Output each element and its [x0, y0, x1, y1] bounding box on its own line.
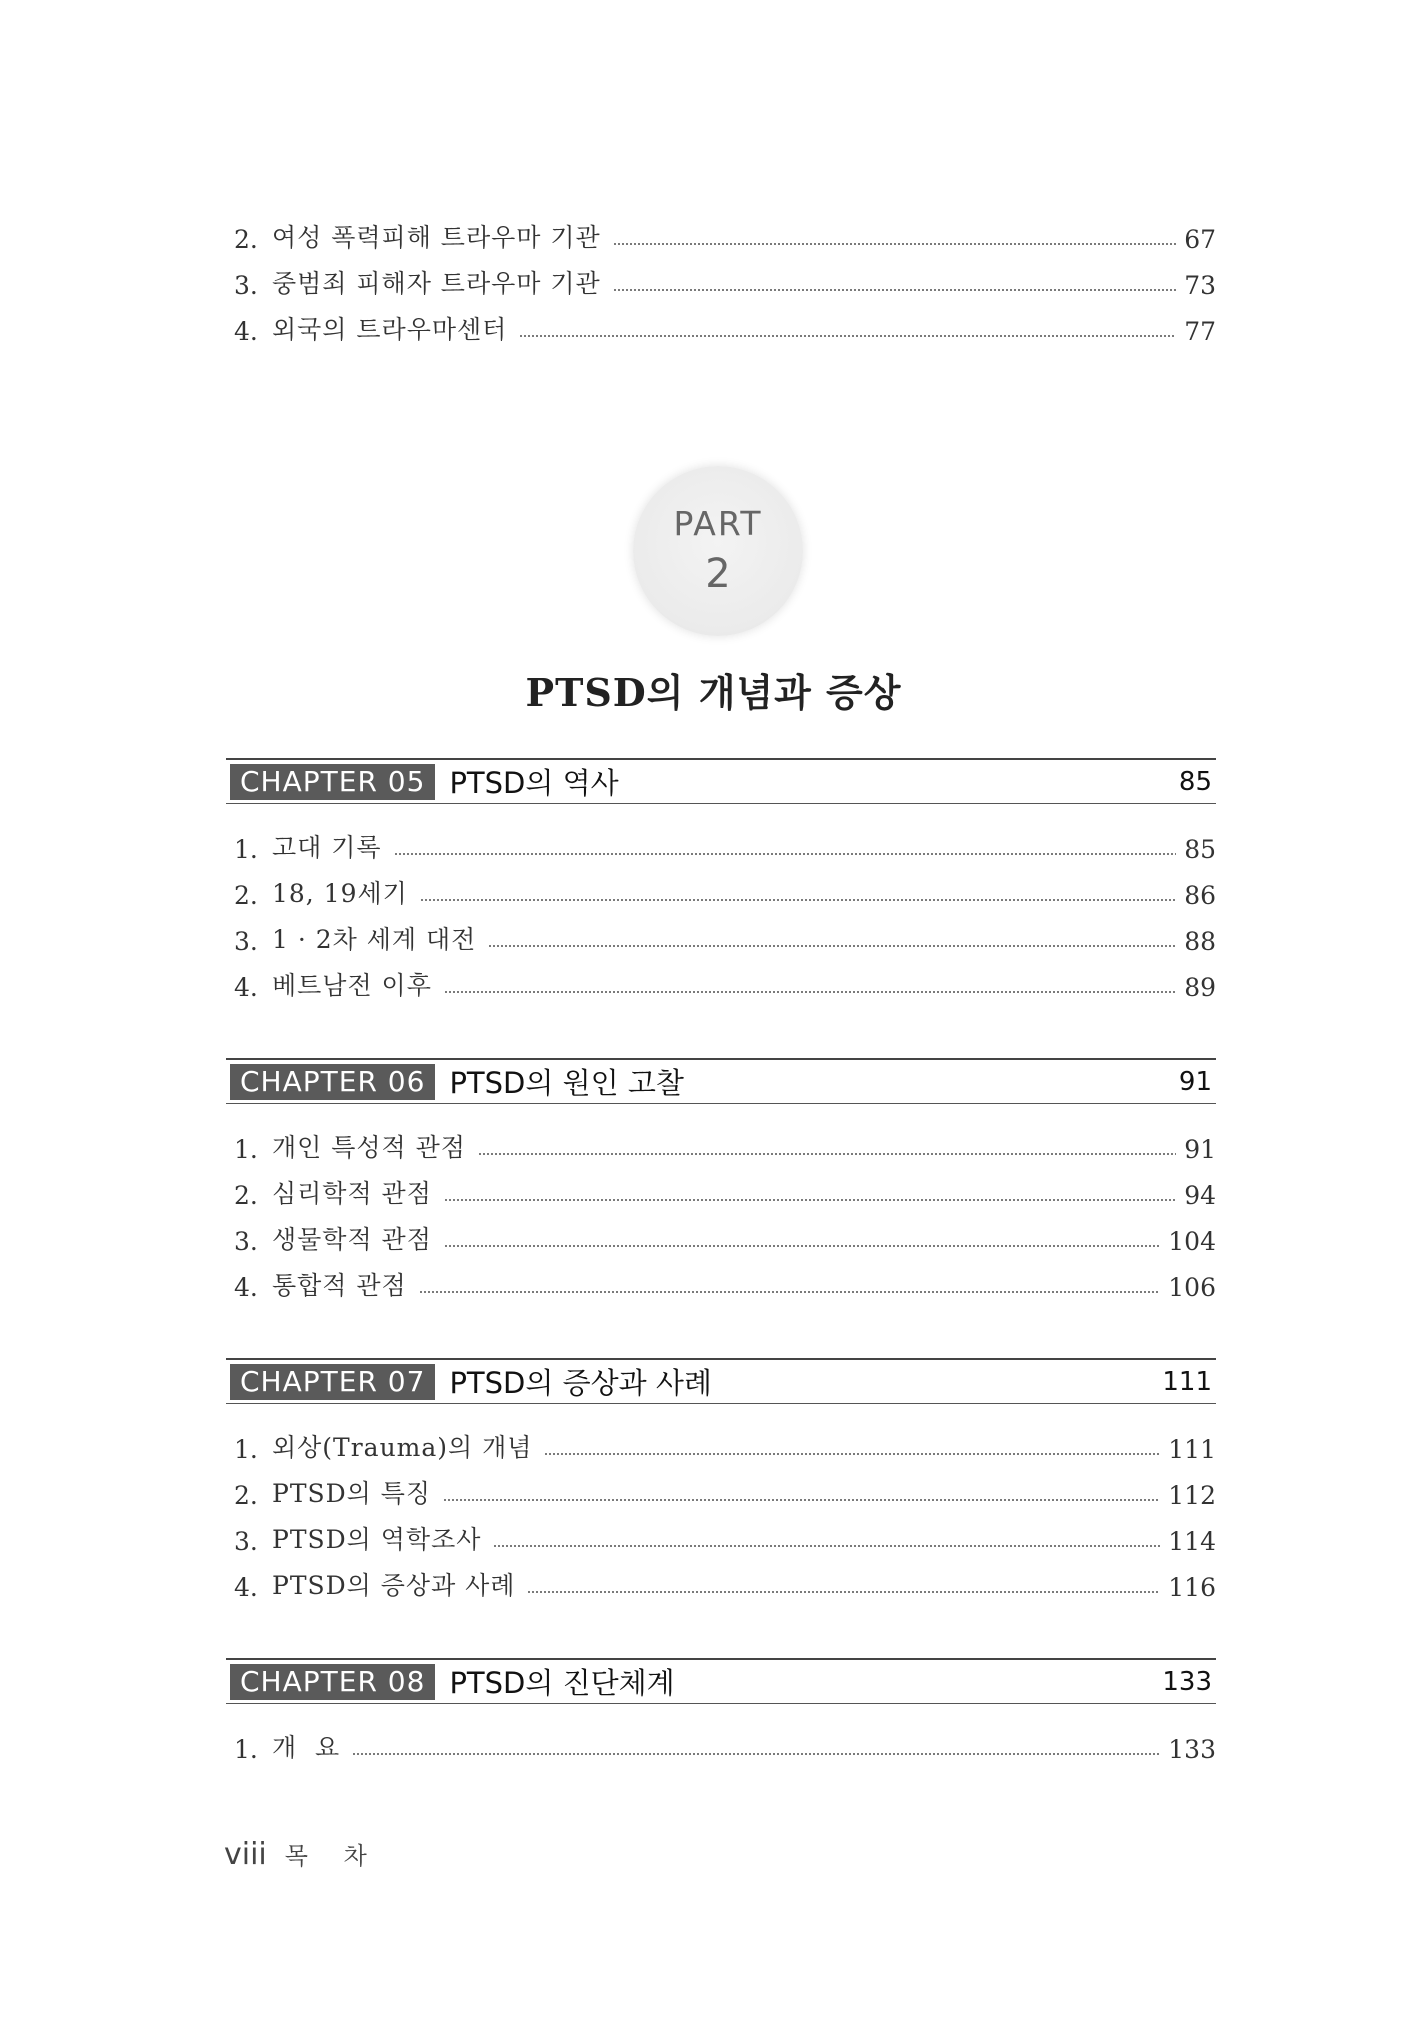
toc-entry[interactable] [234, 264, 1216, 300]
toc-entry[interactable] [234, 1174, 1216, 1210]
part-number: 2 [705, 550, 731, 597]
entry-number: 2. [234, 1181, 258, 1210]
dot-leader [444, 1199, 1176, 1201]
entry-title: 외상(Trauma)의 개념 [272, 1433, 533, 1462]
toc-entry[interactable] [234, 1428, 1216, 1464]
dot-leader [613, 289, 1177, 291]
entry-page: 114 [1168, 1527, 1216, 1556]
entry-page: 91 [1184, 1135, 1216, 1164]
chapter-page: 85 [1178, 766, 1212, 797]
chapter-page: 91 [1178, 1066, 1212, 1097]
toc-entry[interactable] [234, 920, 1216, 956]
entry-title: 베트남전 이후 [272, 971, 432, 1000]
toc-entry[interactable] [234, 1728, 1216, 1764]
dot-leader [488, 945, 1176, 947]
footer-label: 목 차 [284, 1842, 381, 1870]
dot-leader [493, 1545, 1160, 1547]
chapter-page: 133 [1162, 1666, 1212, 1697]
toc-entry[interactable] [234, 828, 1216, 864]
chapter-heading[interactable] [226, 1358, 1216, 1404]
chapter-heading[interactable] [226, 758, 1216, 804]
entry-title: 심리학적 관점 [272, 1179, 432, 1208]
page-footer [224, 1836, 381, 1872]
dot-leader [478, 1153, 1176, 1155]
chapter-number-badge: CHAPTER 07 [230, 1364, 435, 1400]
entry-page: 73 [1184, 271, 1216, 300]
chapter-title: PTSD의 증상과 사례 [449, 1366, 712, 1400]
chapter-title: PTSD의 원인 고찰 [449, 1066, 684, 1100]
entry-number: 1. [234, 1435, 258, 1464]
entry-number: 4. [234, 317, 258, 346]
entry-title: 중범죄 피해자 트라우마 기관 [272, 269, 601, 298]
entry-page: 88 [1184, 927, 1216, 956]
toc-entry[interactable] [234, 218, 1216, 254]
chapter-number-badge: CHAPTER 05 [230, 764, 435, 800]
toc-entry[interactable] [234, 1266, 1216, 1302]
entry-page: 67 [1184, 225, 1216, 254]
entry-page: 89 [1184, 973, 1216, 1002]
entry-page: 133 [1168, 1735, 1216, 1764]
entry-title: PTSD의 특징 [272, 1479, 432, 1508]
toc-entry[interactable] [234, 1220, 1216, 1256]
dot-leader [419, 1291, 1161, 1293]
part-title: PTSD의 개념과 증상 [525, 670, 902, 715]
dot-leader [613, 243, 1177, 245]
entry-title: 고대 기록 [272, 833, 382, 862]
chapter-page: 111 [1162, 1366, 1212, 1397]
entry-page: 86 [1184, 881, 1216, 910]
toc-entry[interactable] [234, 1566, 1216, 1602]
toc-entry[interactable] [234, 1520, 1216, 1556]
part-label: PART [673, 504, 763, 544]
chapter-heading[interactable] [226, 1058, 1216, 1104]
entry-title: 생물학적 관점 [272, 1225, 432, 1254]
entry-number: 1. [234, 1135, 258, 1164]
entry-number: 1. [234, 835, 258, 864]
entry-title: 개인 특성적 관점 [272, 1133, 466, 1162]
chapter-title: PTSD의 진단체계 [449, 1666, 675, 1700]
toc-entry[interactable] [234, 1128, 1216, 1164]
entry-number: 2. [234, 881, 258, 910]
entry-number: 4. [234, 1273, 258, 1302]
entry-page: 94 [1184, 1181, 1216, 1210]
entry-number: 2. [234, 1481, 258, 1510]
entry-title: PTSD의 역학조사 [272, 1525, 482, 1554]
entry-page: 77 [1184, 317, 1216, 346]
dot-leader [394, 853, 1177, 855]
entry-title: PTSD의 증상과 사례 [272, 1571, 516, 1600]
entry-page: 116 [1168, 1573, 1216, 1602]
dot-leader [420, 899, 1176, 901]
entry-number: 1. [234, 1735, 258, 1764]
entry-page: 112 [1168, 1481, 1216, 1510]
toc-entry[interactable] [234, 874, 1216, 910]
dot-leader [544, 1453, 1160, 1455]
dot-leader [444, 1245, 1160, 1247]
chapter-heading[interactable] [226, 1658, 1216, 1704]
dot-leader [443, 1499, 1160, 1501]
entry-number: 3. [234, 1227, 258, 1256]
chapter-title: PTSD의 역사 [449, 766, 619, 800]
dot-leader [352, 1753, 1160, 1755]
entry-number: 3. [234, 271, 258, 300]
entry-title: 18, 19세기 [272, 879, 408, 908]
entry-title: 1 · 2차 세계 대전 [272, 925, 477, 954]
dot-leader [444, 991, 1176, 993]
entry-page: 111 [1168, 1435, 1216, 1464]
dot-leader [527, 1591, 1160, 1593]
entry-title: 개 요 [272, 1733, 341, 1762]
entry-number: 2. [234, 225, 258, 254]
entry-page: 85 [1184, 835, 1216, 864]
entry-number: 4. [234, 1573, 258, 1602]
entry-title: 통합적 관점 [272, 1271, 407, 1300]
entry-title: 여성 폭력피해 트라우마 기관 [272, 223, 601, 252]
toc-entry[interactable] [234, 1474, 1216, 1510]
entry-page: 104 [1168, 1227, 1216, 1256]
toc-entry[interactable] [234, 310, 1216, 346]
chapter-number-badge: CHAPTER 06 [230, 1064, 435, 1100]
entry-title: 외국의 트라우마센터 [272, 315, 508, 344]
entry-number: 4. [234, 973, 258, 1002]
entry-number: 3. [234, 927, 258, 956]
chapter-number-badge: CHAPTER 08 [230, 1664, 435, 1700]
entry-number: 3. [234, 1527, 258, 1556]
part-badge [633, 466, 803, 636]
dot-leader [519, 335, 1176, 337]
toc-entry[interactable] [234, 966, 1216, 1002]
entry-page: 106 [1168, 1273, 1216, 1302]
page-number: viii [224, 1837, 267, 1872]
